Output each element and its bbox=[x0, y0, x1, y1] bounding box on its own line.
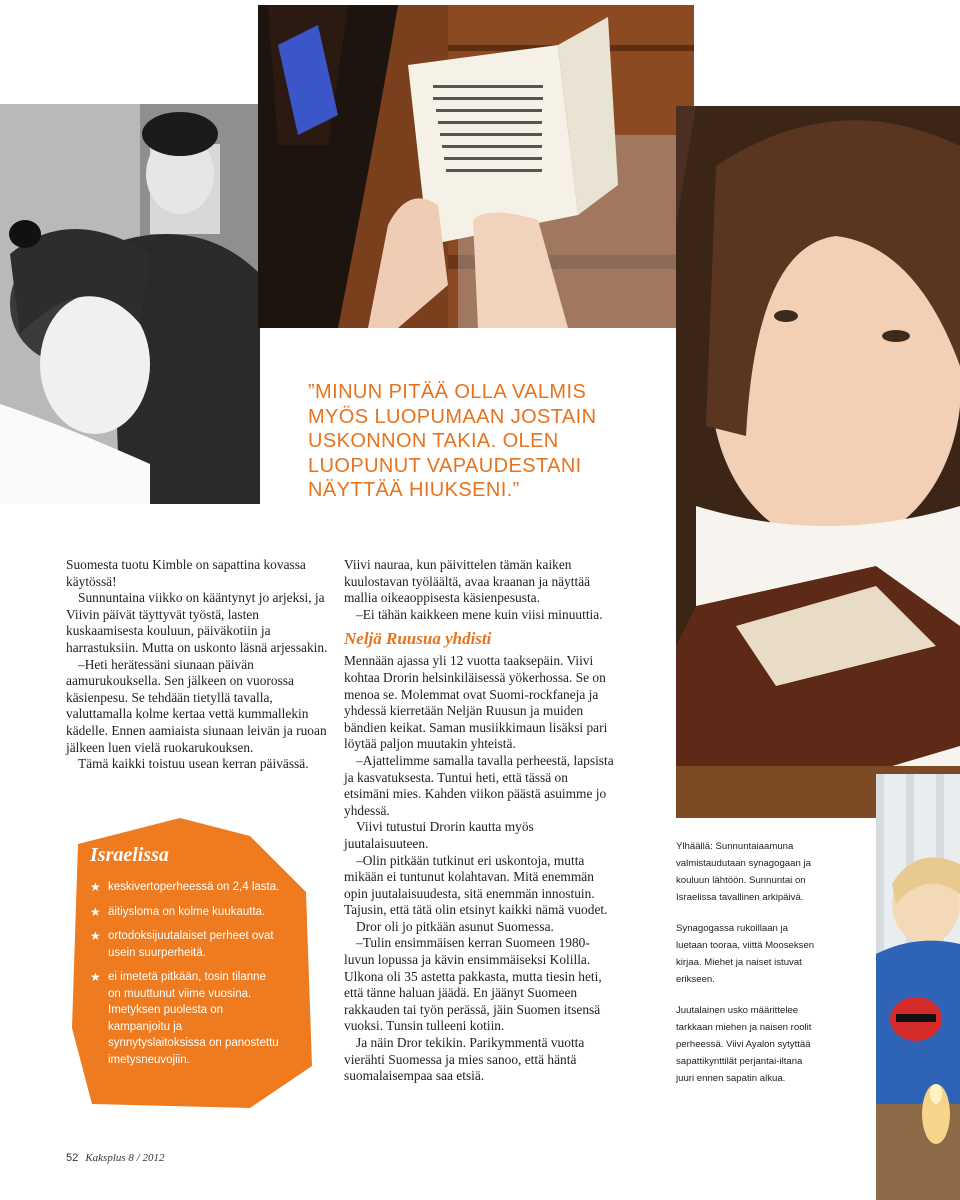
photo-prayer-book bbox=[258, 5, 694, 328]
paragraph: Viivi tutustui Drorin kautta myös juutalaisuuteen. bbox=[344, 819, 534, 851]
photo-girl-reading bbox=[676, 106, 960, 818]
quote-line: USKONNON TAKIA. OLEN bbox=[308, 430, 559, 452]
caption: Ylhäällä: Sunnuntaiaamuna valmistaudutaan synagogaan ja kouluun lähtöön. Sunnuntai on Israelissa tavallinen arkipäivä. bbox=[676, 841, 811, 903]
quote-line: MYÖS LUOPUMAAN JOSTAIN bbox=[308, 405, 597, 428]
paragraph: –Ajattelimme samalla tavalla perheestä, lapsista ja kasvatuksesta. Tuntui heti, että tässä on etsimäni mies. Kahden viikon päästä asuimme jo yhdessä. bbox=[344, 752, 614, 818]
factbox-list bbox=[90, 879, 280, 1068]
page-number: 52 bbox=[66, 1152, 79, 1164]
paragraph: –Olin pitkään tutkinut eri uskontoja, mutta mikään ei tuntunut kolahtavan. Mitä enemmän opin juutalaisuudesta, sitä enemmän innostuin. Tajusin, että tätä olin etsinyt kaikki nämä vuodet. bbox=[344, 852, 608, 918]
factbox-item: ★ ei imetetä pitkään, tosin tilanne on muuttunut viime vuosina. Imetyksen puolesta on kampanjoitu ja synnytyslaitoksissa on panostettu imetysneuvojiin. bbox=[90, 970, 279, 1066]
paragraph: –Heti herätessäni siunaan päivän aamurukouksella. Sen jälkeen on vuorossa käsienpesu. Se tehdään tietyllä tavalla, valuttamalla kolme kertaa vettä kummallekin kädelle. Ennen aamiaista siunaan leivän ja ruoan jälkeen luen vielä ruokarukouksen. bbox=[66, 656, 327, 755]
article-column-1 bbox=[66, 557, 336, 773]
quote-line: LUOPUNUT VAPAUDESTANI bbox=[308, 454, 582, 477]
star-icon: ★ bbox=[90, 904, 101, 919]
star-icon: ★ bbox=[90, 880, 101, 894]
paragraph: Suomesta tuotu Kimble on sapattina kovassa käytössä! bbox=[66, 557, 306, 589]
factbox-item: ★ ortodoksijuutalaiset perheet ovat usein suurperheitä. bbox=[90, 929, 274, 959]
factbox bbox=[90, 844, 280, 1076]
paragraph: Dror oli jo pitkään asunut Suomessa. bbox=[356, 918, 554, 934]
paragraph: Mennään ajassa yli 12 vuotta taaksepäin. Viivi kohtaa Drorin helsinkiläisessä yökerhossa. Se on menoa se. Molemmat ovat Suomi-rockfaneja ja yhdessä kierretään Neljän Ruusun ja muiden bändien keikat. Saman musiikkimaun lisäksi pari löytää paljon muutakin yhteistä. bbox=[344, 653, 608, 752]
star-icon: ★ bbox=[90, 929, 101, 943]
photo-hair-braiding bbox=[0, 104, 260, 504]
page-footer bbox=[66, 1152, 164, 1164]
paragraph: –Tulin ensimmäisen kerran Suomeen 1980-luvun lopussa ja kävin ensimmäiseksi Kolilla. Ulkona oli 35 astetta pakkasta, mutta tiesin heti, että tänne haluan jäädä. En jäänyt Suomeen rakkauden tai työn perässä, jäin Suomen itsensä vuoksi. Tunsin tulleeni kotiin. bbox=[344, 935, 602, 1034]
factbox-title: Israelissa bbox=[90, 844, 169, 866]
factbox-item: ★ keskivertoperheessä on 2,4 lasta. bbox=[90, 880, 280, 894]
factbox-item: ★ äitiysloma on kolme kuukautta. bbox=[90, 904, 266, 919]
photo-boy-candles bbox=[876, 774, 960, 1200]
magazine-issue: Kaksplus 8 / 2012 bbox=[85, 1152, 165, 1164]
photo-captions bbox=[676, 838, 818, 1101]
paragraph: –Ei tähän kaikkeen mene kuin viisi minuuttia. bbox=[356, 606, 603, 622]
pull-quote bbox=[308, 380, 628, 503]
quote-line: NÄYTTÄÄ HIUKSENI.” bbox=[308, 479, 520, 501]
paragraph: Ja näin Dror tekikin. Parikymmentä vuotta vierähti Suomessa ja mies sanoo, että häntä suomalaisempaa saa etsiä. bbox=[344, 1035, 585, 1084]
article-column-2 bbox=[344, 557, 614, 1085]
subheading: Neljä Ruusua yhdisti bbox=[344, 629, 492, 649]
paragraph: Viivi nauraa, kun päivittelen tämän kaiken kuulostavan työläältä, avaa kraanan ja näyttää mallia oikeaoppisesta käsienpesusta. bbox=[344, 557, 591, 606]
quote-line: ”MINUN PITÄÄ OLLA VALMIS bbox=[308, 381, 587, 403]
paragraph: Sunnuntaina viikko on kääntynyt jo arjeksi, ja Viivin päivät täyttyvät työstä, lasten kuskaamisesta kouluun, päiväkotiin ja harrastuksiin. Mutta on uskonto läsnä arjessakin. bbox=[66, 590, 328, 655]
caption: Juutalainen usko määrittelee tarkkaan miehen ja naisen roolit perheessä. Viivi Ayalon sytyttää sapattikynttilät perjantai-iltana juuri ennen sapatin alkua. bbox=[676, 1005, 812, 1084]
paragraph: Tämä kaikki toistuu usean kerran päivässä. bbox=[78, 756, 309, 772]
caption: Synagogassa rukoillaan ja luetaan tooraa, viittä Mooseksen kirjaa. Miehet ja naiset istuvat erikseen. bbox=[676, 923, 815, 985]
star-icon: ★ bbox=[90, 970, 101, 984]
